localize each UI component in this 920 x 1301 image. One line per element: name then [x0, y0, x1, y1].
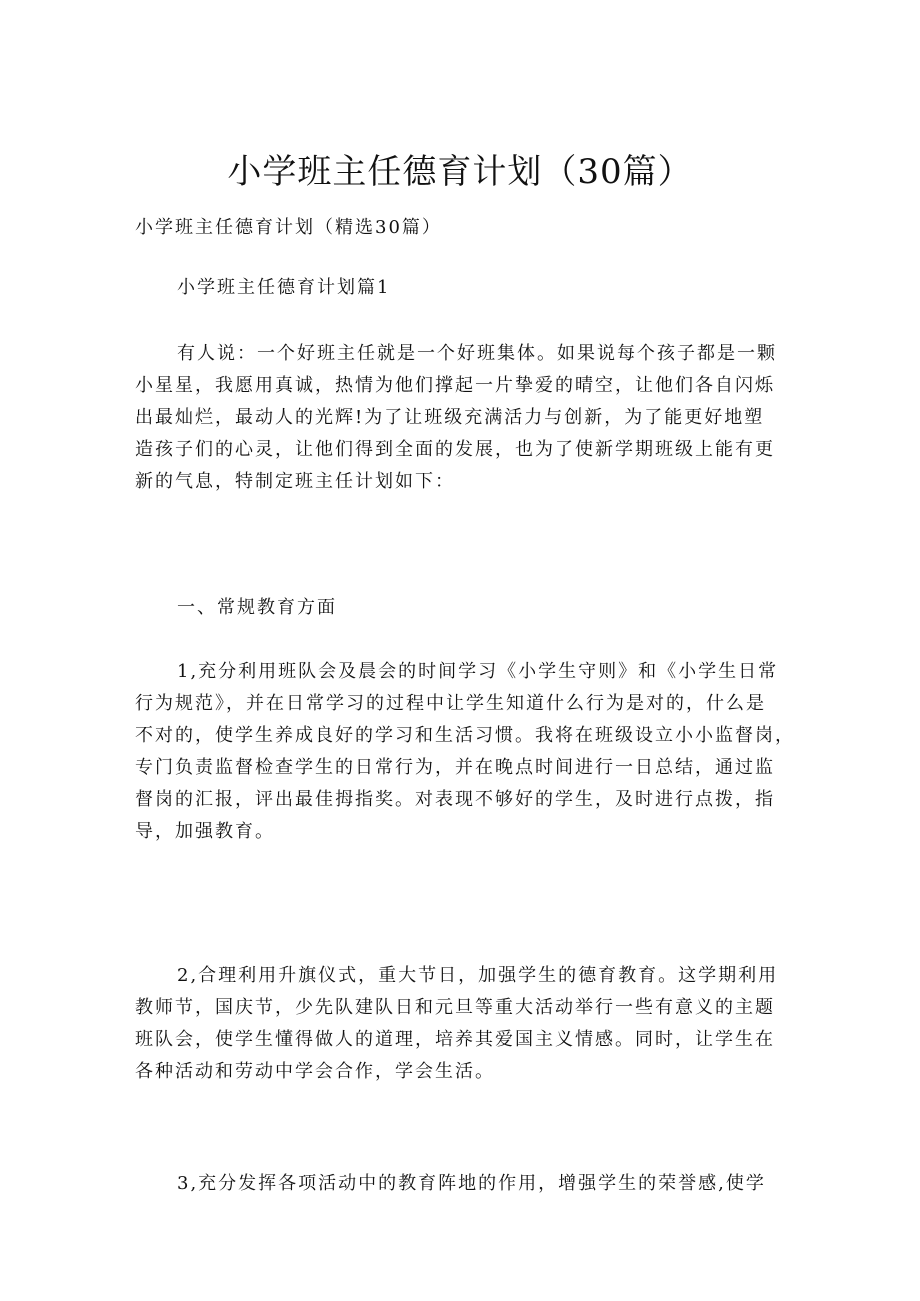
- text-line: 2,合理利用升旗仪式，重大节日，加强学生的德育教育。这学期利用: [177, 965, 779, 986]
- item-3-paragraph: [135, 1168, 785, 1200]
- text-line: 督岗的汇报，评出最佳拇指奖。对表现不够好的学生，及时进行点拨，指: [135, 789, 775, 810]
- text-line: 导，加强教育。: [135, 821, 275, 842]
- section-heading: 小学班主任德育计划篇1: [177, 277, 391, 298]
- document-subtitle: 小学班主任德育计划（精选30篇）: [135, 217, 442, 238]
- intro-paragraph: [135, 338, 785, 498]
- text-line: 行为规范》，并在日常学习的过程中让学生知道什么行为是对的，什么是: [135, 693, 766, 714]
- item-1-paragraph: [135, 656, 795, 848]
- text-line: 1,充分利用班队会及晨会的时间学习《小学生守则》和《小学生日常: [177, 661, 779, 682]
- text-line: 小星星，我愿用真诚，热情为他们撑起一片挚爱的晴空，让他们各自闪烁: [135, 375, 775, 396]
- text-line: 出最灿烂，最动人的光辉!为了让班级充满活力与创新，为了能更好地塑: [135, 407, 765, 428]
- part-heading: 一、常规教育方面: [177, 597, 337, 618]
- text-line: 有人说：一个好班主任就是一个好班集体。如果说每个孩子都是一颗: [177, 343, 777, 364]
- item-2-paragraph: [135, 960, 785, 1088]
- text-line: 教师节，国庆节，少先队建队日和元旦等重大活动举行一些有意义的主题: [135, 997, 775, 1018]
- text-line: 造孩子们的心灵，让他们得到全面的发展，也为了使新学期班级上能有更: [135, 439, 775, 460]
- text-line: 各种活动和劳动中学会合作，学会生活。: [135, 1061, 495, 1082]
- text-line: 3,充分发挥各项活动中的教育阵地的作用，增强学生的荣誉感,使学: [177, 1173, 766, 1194]
- text-line: 不对的，使学生养成良好的学习和生活习惯。我将在班级设立小小监督岗，: [135, 725, 795, 746]
- text-line: 新的气息，特制定班主任计划如下：: [135, 471, 455, 492]
- document-title: 小学班主任德育计划（30篇）: [227, 152, 693, 192]
- text-line: 班队会，使学生懂得做人的道理，培养其爱国主义情感。同时，让学生在: [135, 1029, 775, 1050]
- text-line: 专门负责监督检查学生的日常行为，并在晚点时间进行一日总结，通过监: [135, 757, 775, 778]
